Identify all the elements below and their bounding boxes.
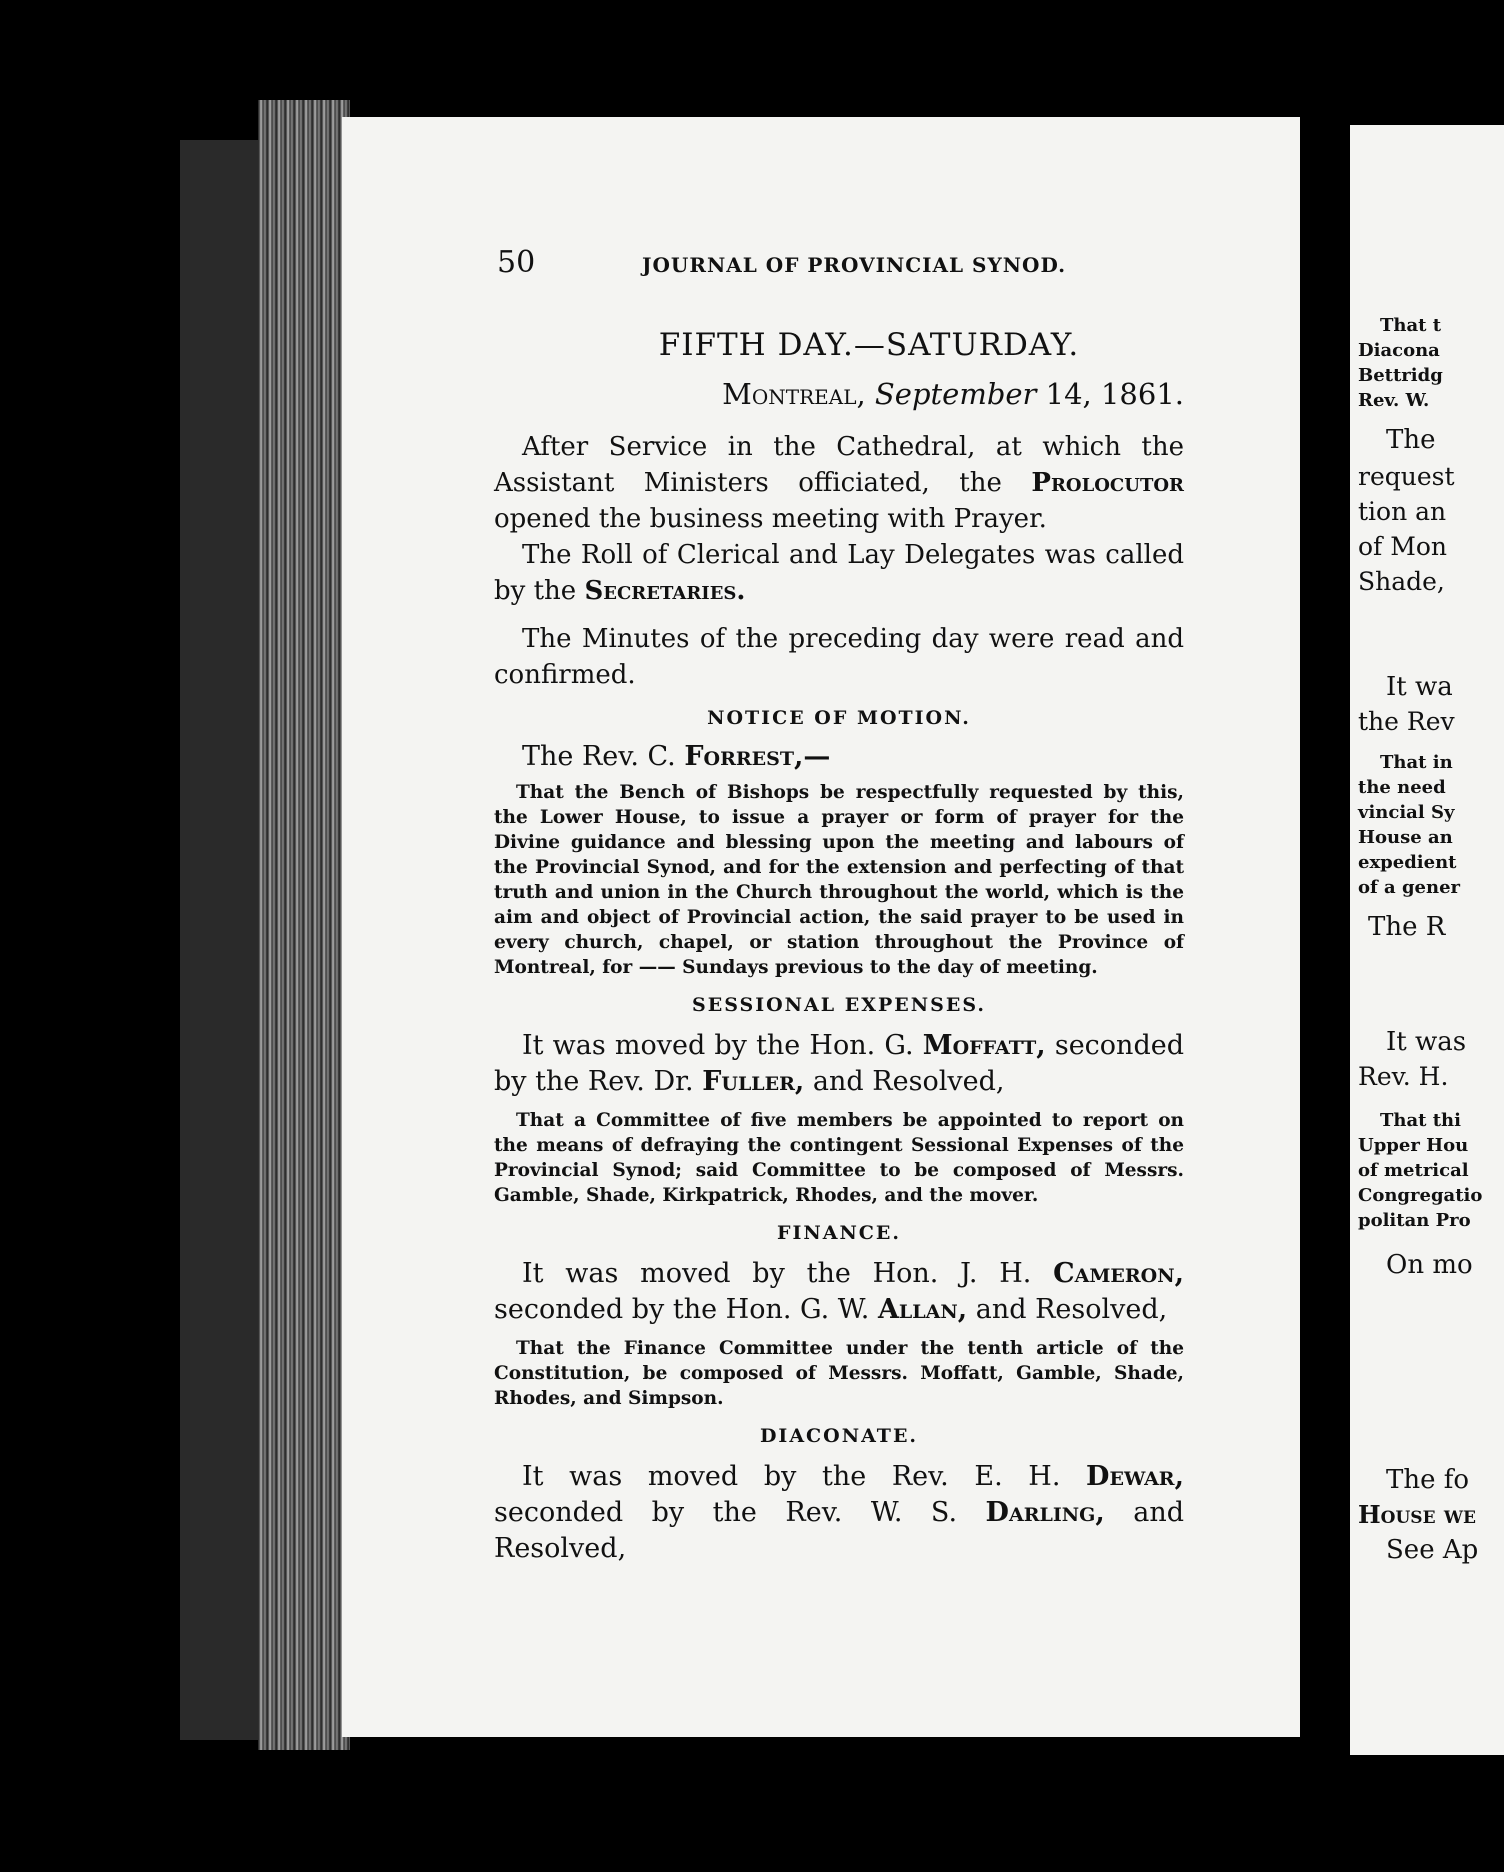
text-run: and Resolved, — [967, 1294, 1168, 1325]
text-run: and Resolved, — [494, 1497, 1184, 1564]
page-number: 50 — [497, 245, 536, 280]
prolocutor: Prolocutor — [1031, 468, 1184, 498]
notice-mover — [522, 741, 1184, 772]
fragment-line: It was — [1386, 1027, 1467, 1057]
fragment-line: On mo — [1386, 1250, 1473, 1280]
diaconate-motion — [494, 1459, 1184, 1567]
fragment-line: vincial Sy — [1358, 802, 1455, 823]
fragment-line: Rev. W. — [1358, 390, 1430, 411]
place: Montreal, — [722, 377, 866, 411]
fragment-line: of metrical — [1358, 1160, 1469, 1181]
fragment-line: politan Pro — [1358, 1210, 1471, 1231]
seconder-name: Fuller, — [702, 1066, 805, 1097]
finance-text: That the Finance Committee under the tenth article of the Constitution, be composed of Messrs. Moffatt, Gamble, Shade, Rhodes, and Simpson. — [494, 1338, 1184, 1409]
date-rest: 14, 1861. — [1045, 377, 1184, 411]
text-run: seconded by the Rev. W. S. — [494, 1497, 986, 1528]
mover-name: Forrest,— — [684, 741, 831, 772]
fragment-line: See Ap — [1386, 1535, 1479, 1565]
section-diaconate: DIACONATE. — [759, 1425, 919, 1447]
fragment-line: request — [1358, 462, 1455, 491]
fragment-line: The fo — [1386, 1465, 1470, 1495]
text-run: opened the business meeting with Prayer. — [494, 504, 1047, 534]
fragment-line: of Mon — [1358, 532, 1448, 561]
paragraph-service — [494, 429, 1184, 537]
date-line — [494, 377, 1184, 411]
sessional-text: That a Committee of five members be appointed to report on the means of defraying the contingent Sessional Expenses of the Provincial Synod; said Committee to be composed of Messrs. Gamble, Shade, Kirkpatrick, Rhodes, and the mover. — [494, 1110, 1184, 1206]
fragment-line: That in — [1380, 752, 1453, 773]
fragment-line: The R — [1368, 912, 1446, 942]
text-run: The Roll of Clerical and Lay Delegates was called by the — [494, 540, 1184, 606]
running-title: JOURNAL OF PROVINCIAL SYNOD. — [642, 253, 1067, 277]
fragment-line: expedient — [1358, 852, 1457, 873]
text-run: It was moved by the Hon. G. — [522, 1030, 923, 1061]
fragment-line: of a gener — [1358, 877, 1461, 898]
page-body — [494, 327, 1184, 1567]
fragment-line: House we — [1358, 1500, 1476, 1529]
mover-name: Moffatt, — [922, 1030, 1046, 1061]
notice-text: That the Bench of Bishops be respectfully requested by this, the Lower House, to issue a prayer or form of prayer for the Divine guidance and blessing upon the meeting and labours of the Provincial Synod, and for the extension and perfecting of that truth and union in the Church throughout the world, which is the aim and object of Provincial action, the said prayer to be used in every church, chapel, or station throughout the Province of Montreal, for —— Sundays previous to the day of meeting. — [494, 782, 1184, 978]
text-run: It was moved by the Rev. E. H. — [522, 1461, 1087, 1492]
page-edges — [258, 100, 350, 1750]
fragment-line: That thi — [1380, 1110, 1461, 1131]
fragment-line: Congregatio — [1358, 1185, 1483, 1206]
left-page — [342, 117, 1300, 1737]
fragment-line: That t — [1380, 315, 1442, 336]
fragment-line: It wa — [1386, 672, 1453, 702]
seconder-name: Darling, — [985, 1497, 1105, 1528]
mover-name: Dewar, — [1086, 1461, 1184, 1492]
text-run: The Rev. C. — [522, 741, 685, 772]
text-run: After Service in the Cathedral, at which the Assistant Ministers officiated, the — [494, 432, 1184, 498]
fragment-line: The — [1386, 425, 1436, 455]
text-run: It was moved by the Hon. J. H. — [522, 1258, 1054, 1289]
fragment-line: House an — [1358, 827, 1453, 848]
sessional-motion — [494, 1028, 1184, 1100]
fragment-line: Upper Hou — [1358, 1135, 1469, 1156]
fragment-line: the Rev — [1358, 707, 1455, 736]
finance-motion — [494, 1256, 1184, 1328]
right-page-fragment — [1350, 125, 1504, 1755]
fragment-line: Rev. H. — [1358, 1062, 1449, 1091]
fragment-line: tion an — [1358, 497, 1447, 526]
section-finance: FINANCE. — [776, 1222, 902, 1244]
fragment-line: Shade, — [1358, 567, 1445, 596]
section-sessional-expenses: SESSIONAL EXPENSES. — [692, 994, 986, 1016]
text-run: seconded by the Rev. Dr. — [494, 1030, 1184, 1097]
secretaries: Secretaries. — [584, 576, 746, 606]
fragment-line: the need — [1358, 777, 1446, 798]
page-header — [497, 245, 1217, 285]
section-notice-of-motion: NOTICE OF MOTION. — [707, 707, 971, 729]
paragraph-minutes: The Minutes of the preceding day were read and confirmed. — [494, 624, 1184, 690]
date-month: September — [874, 377, 1037, 411]
text-run: seconded by the Hon. G. W. — [494, 1294, 878, 1325]
seconder-name: Allan, — [877, 1294, 968, 1325]
fragment-line: Diacona — [1358, 340, 1440, 361]
book-shadow — [180, 140, 260, 1740]
day-title: FIFTH DAY.—SATURDAY. — [658, 327, 1080, 363]
paragraph-roll — [494, 537, 1184, 609]
text-run: and Resolved, — [804, 1066, 1005, 1097]
fragment-line: Bettridg — [1358, 365, 1443, 386]
mover-name: Cameron, — [1053, 1258, 1184, 1289]
